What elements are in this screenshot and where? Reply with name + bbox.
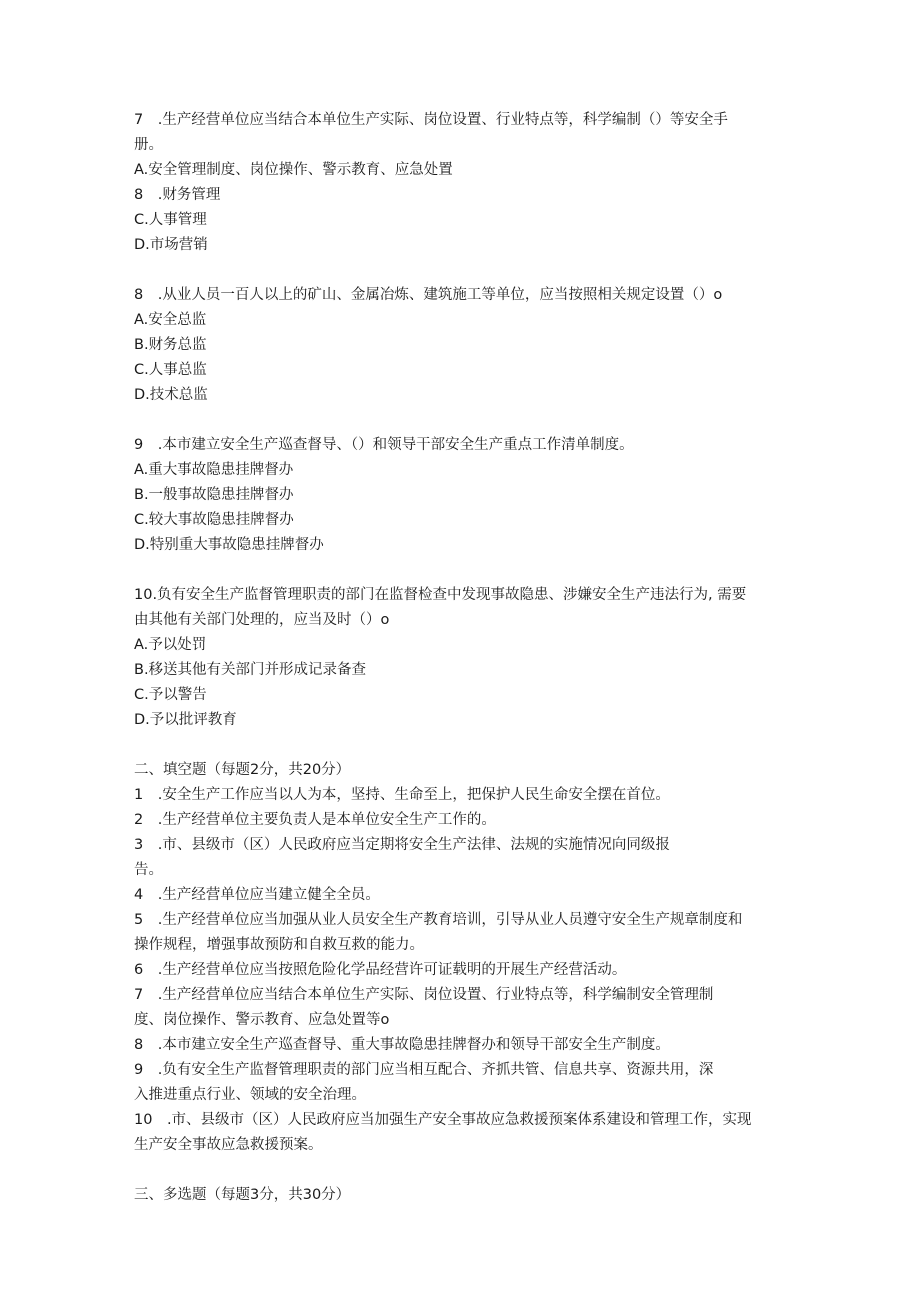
question-text: 9 .本市建立安全生产巡查督导、（）和领导干部安全生产重点工作清单制度。	[134, 437, 634, 453]
fill-item-3-continued: 告。	[134, 862, 163, 878]
fill-item-3: 3 .市、县级市（区）人民政府应当定期将安全生产法律、法规的实施情况向同级报	[134, 837, 670, 853]
spacer	[134, 408, 794, 433]
option-b: B.移送其他有关部门并形成记录备查	[134, 662, 367, 678]
option-d: D.予以批评教育	[134, 712, 237, 728]
option-a: A.重大事故隐患挂牌督办	[134, 462, 294, 478]
option-c: C.人事管理	[134, 212, 207, 228]
option-b: B.一般事故隐患挂牌督办	[134, 487, 294, 503]
fill-item-7: 7 .生产经营单位应当结合本单位生产实际、岗位设置、行业特点等，科学编制安全管理制	[134, 987, 714, 1003]
spacer	[134, 258, 794, 283]
question-8	[134, 283, 794, 408]
fill-item-10-continued: 生产安全事故应急救援预案。	[134, 1137, 323, 1153]
fill-item-1: 1 .安全生产工作应当以人为本，坚持、生命至上，把保护人民生命安全摆在首位。	[134, 787, 670, 803]
fill-item-10: 10 .市、县级市（区）人民政府应当加强生产安全事故应急救援预案体系建设和管理工作，实现	[134, 1112, 752, 1128]
fill-item-2: 2 .生产经营单位主要负责人是本单位安全生产工作的。	[134, 812, 496, 828]
question-text: 10.负有安全生产监督管理职责的部门在监督检查中发现事故隐患、涉嫌安全生产违法行为, 需要	[134, 587, 747, 603]
option-d: D.特别重大事故隐患挂牌督办	[134, 537, 324, 553]
question-text-continued: 册。	[134, 137, 163, 153]
question-10	[134, 583, 794, 733]
fill-item-5: 5 .生产经营单位应当加强从业人员安全生产教育培训，引导从业人员遵守安全生产规章制度和	[134, 912, 743, 928]
option-a: A.安全管理制度、岗位操作、警示教育、应急处置	[134, 162, 453, 178]
spacer	[134, 1158, 794, 1183]
fill-item-5-continued: 操作规程，增强事故预防和自救互救的能力。	[134, 937, 424, 953]
fill-item-6: 6 .生产经营单位应当按照危险化学品经营许可证载明的开展生产经营活动。	[134, 962, 627, 978]
option-d: D.市场营销	[134, 237, 208, 253]
option-d: D.技术总监	[134, 387, 208, 403]
fill-item-4: 4 .生产经营单位应当建立健全全员。	[134, 887, 380, 903]
question-9	[134, 433, 794, 558]
spacer	[134, 733, 794, 758]
fill-item-9-continued: 入推进重点行业、领域的安全治理。	[134, 1087, 366, 1103]
question-text-continued: 由其他有关部门处理的，应当及时（）o	[134, 612, 390, 628]
section-heading: 二、填空题（每题2分，共20分）	[134, 762, 351, 778]
option-a: A.安全总监	[134, 312, 207, 328]
document-page	[134, 108, 794, 1208]
option-b: B.财务总监	[134, 337, 207, 353]
option-a: A.予以处罚	[134, 637, 207, 653]
fill-item-7-continued: 度、岗位操作、警示教育、应急处置等o	[134, 1012, 390, 1028]
question-text: 8 .从业人员一百人以上的矿山、金属冶炼、建筑施工等单位，应当按照相关规定设置（）o	[134, 287, 723, 303]
fill-blank-section	[134, 758, 794, 1158]
option-c: C.人事总监	[134, 362, 207, 378]
section-heading: 三、多选题（每题3分，共30分）	[134, 1187, 351, 1203]
spacer	[134, 558, 794, 583]
option-c: C.予以警告	[134, 687, 207, 703]
multi-choice-section	[134, 1183, 794, 1208]
fill-item-8: 8 .本市建立安全生产巡查督导、重大事故隐患挂牌督办和领导干部安全生产制度。	[134, 1037, 670, 1053]
option-c: C.较大事故隐患挂牌督办	[134, 512, 294, 528]
option-b: 8 .财务管理	[134, 187, 221, 203]
question-text: 7 .生产经营单位应当结合本单位生产实际、岗位设置、行业特点等，科学编制（）等安全手	[134, 112, 728, 128]
question-7	[134, 108, 794, 258]
fill-item-9: 9 .负有安全生产监督管理职责的部门应当相互配合、齐抓共管、信息共享、资源共用，深	[134, 1062, 714, 1078]
